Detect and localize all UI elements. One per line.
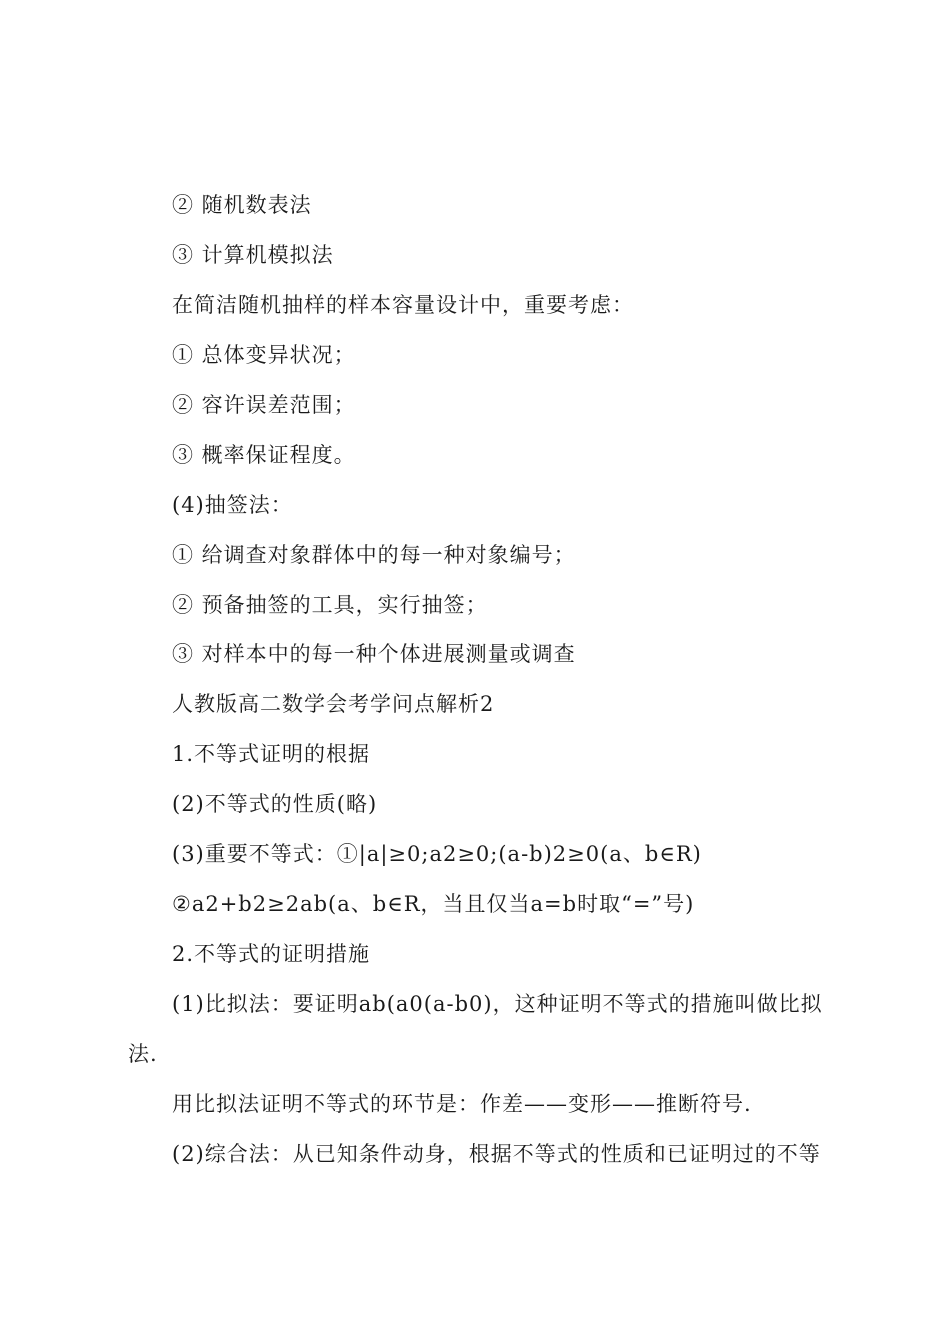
text-line: ② 容许误差范围； (172, 393, 356, 417)
text-line: (3)重要不等式：①|a|≥0;a2≥0;(a-b)2≥0(a、b∈R) (172, 842, 702, 866)
text-line: ②a2+b2≥2ab(a、b∈R，当且仅当a=b时取“=”号) (172, 892, 695, 916)
text-line: ① 给调查对象群体中的每一种对象编号； (172, 543, 576, 567)
text-line: ③ 计算机模拟法 (172, 243, 334, 267)
text-line: 在简洁随机抽样的样本容量设计中，重要考虑： (172, 293, 634, 317)
text-line: (2)不等式的性质(略) (172, 792, 378, 816)
text-line: (2)综合法：从已知条件动身，根据不等式的性质和已证明过的不等 (172, 1142, 821, 1166)
text-line: (4)抽签法： (172, 493, 293, 517)
text-line: ③ 对样本中的每一种个体进展测量或调查 (172, 642, 576, 666)
section-heading: 人教版高二数学会考学问点解析2 (172, 692, 495, 716)
text-line: 2.不等式的证明措施 (172, 942, 371, 966)
text-line: 用比拟法证明不等式的环节是：作差——变形——推断符号. (172, 1092, 752, 1116)
text-line: (1)比拟法：要证明ab(a0(a-b0)，这种证明不等式的措施叫做比拟 (172, 992, 823, 1016)
text-line-continuation: 法. (128, 1042, 158, 1066)
text-line: ② 随机数表法 (172, 193, 312, 217)
text-line: ② 预备抽签的工具，实行抽签； (172, 593, 488, 617)
text-line: ③ 概率保证程度。 (172, 443, 356, 467)
text-line: 1.不等式证明的根据 (172, 742, 371, 766)
text-line: ① 总体变异状况； (172, 343, 356, 367)
